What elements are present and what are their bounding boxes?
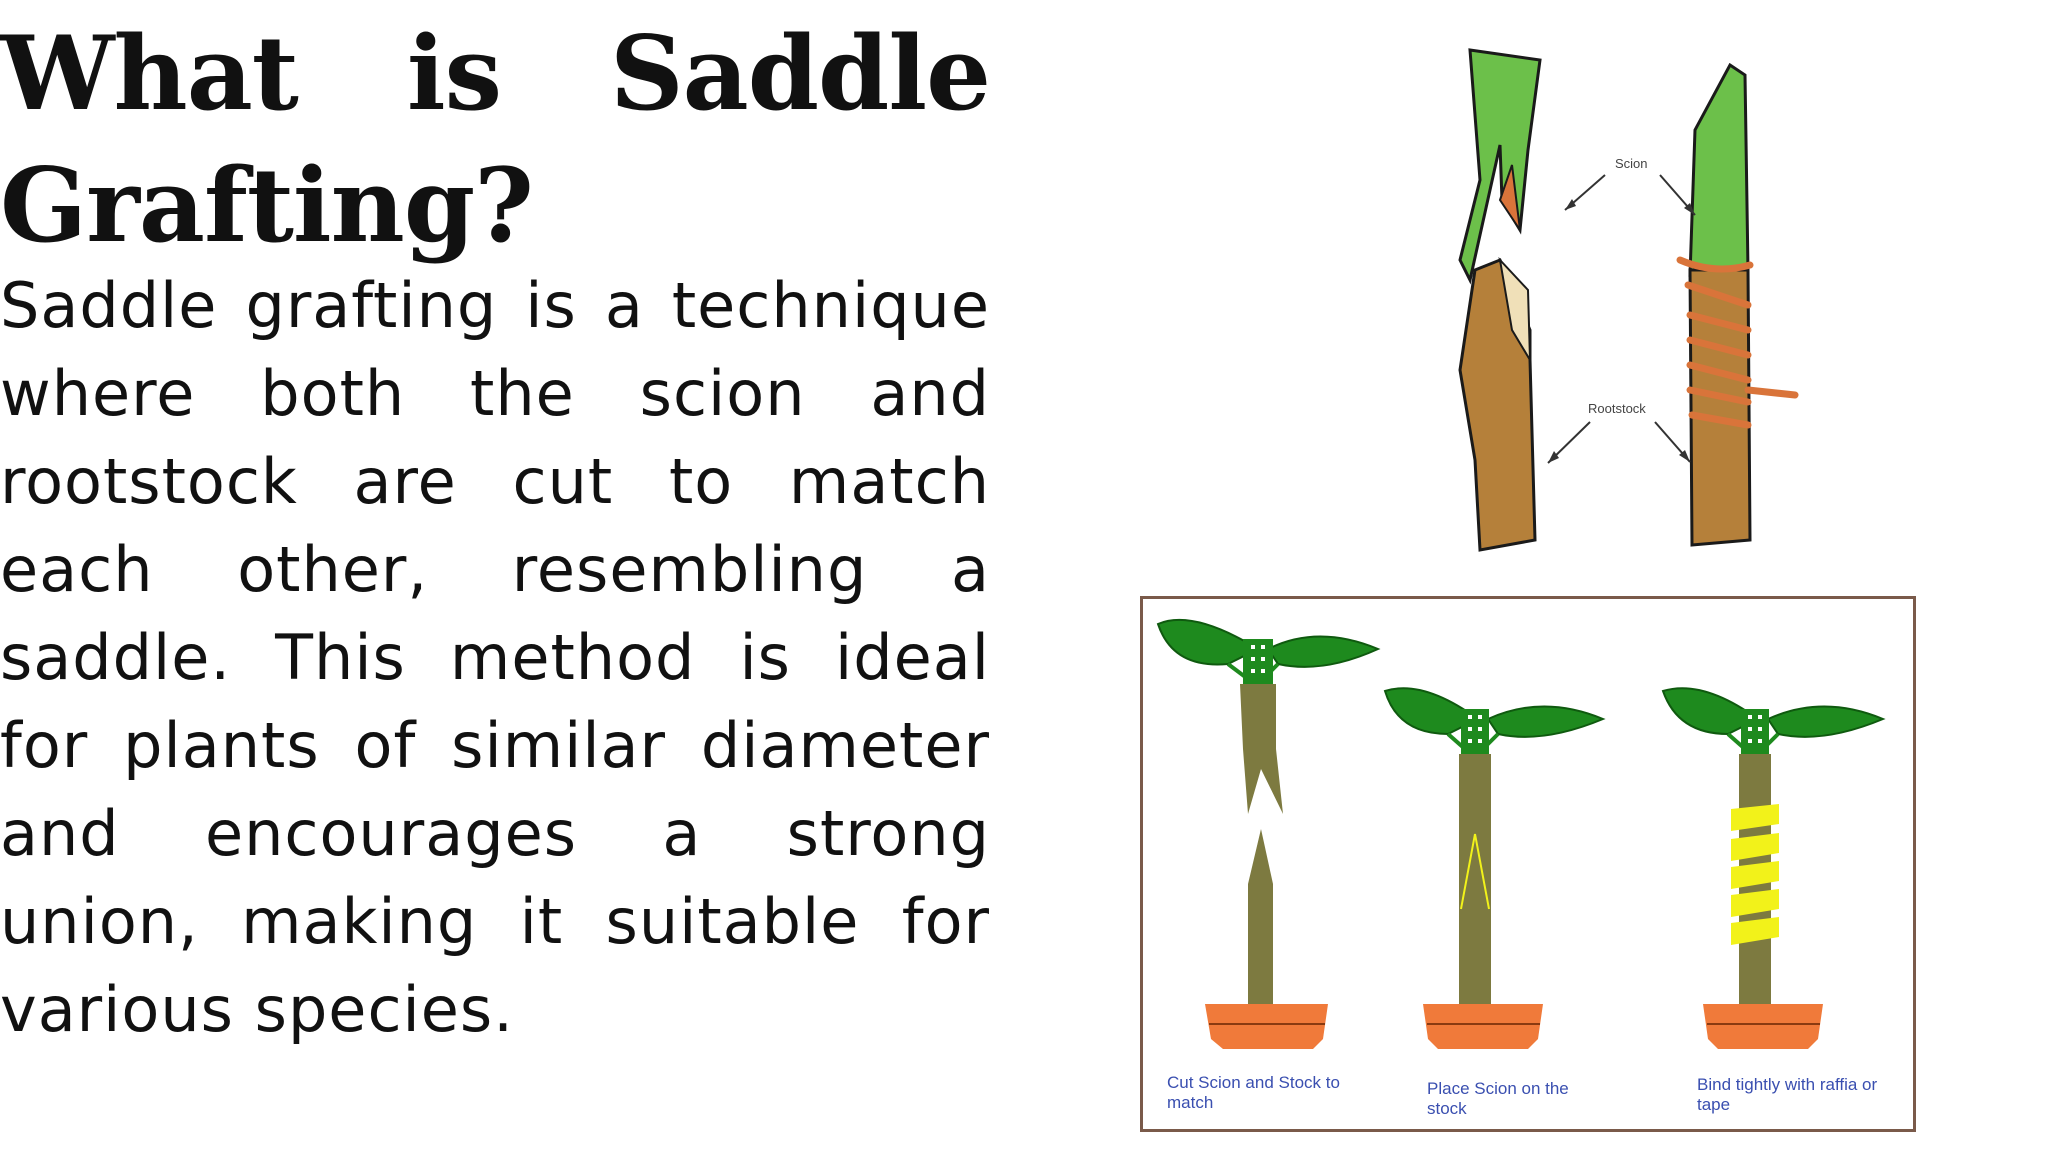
page-title [0,8,990,272]
step3-caption: Bind tightly with raffia or tape [1697,1075,1878,1114]
title-word-what: What [0,14,298,134]
left-scion [1460,50,1540,280]
saddle-graft-steps-illustration [1140,596,1916,1132]
step2-plant [1385,688,1603,1049]
right-scion [1690,65,1748,275]
title-word-saddle: Saddle [609,14,990,134]
step1-plant [1158,620,1378,1049]
step2-caption: Place Scion on the stock [1427,1079,1569,1118]
body-paragraph: Saddle grafting is a technique where both the scion and rootstock are cut to match each other, resembling a saddle. This method is ideal for plants of similar diameter and encourages a strong union, making it suitable for various species. [0,269,990,1046]
step3-tape [1731,804,1779,945]
right-rootstock [1690,270,1750,545]
title-line-2: Grafting? [0,146,533,266]
rootstock-label: Rootstock [1588,401,1646,416]
step1-caption: Cut Scion and Stock to match [1167,1073,1340,1112]
steps-drawing [1143,599,1913,1049]
step3-plant [1663,688,1883,1049]
scion-rootstock-illustration [1400,30,1820,560]
title-word-is: is [406,14,502,134]
title-line-1 [0,8,990,140]
scion-label: Scion [1615,156,1648,171]
